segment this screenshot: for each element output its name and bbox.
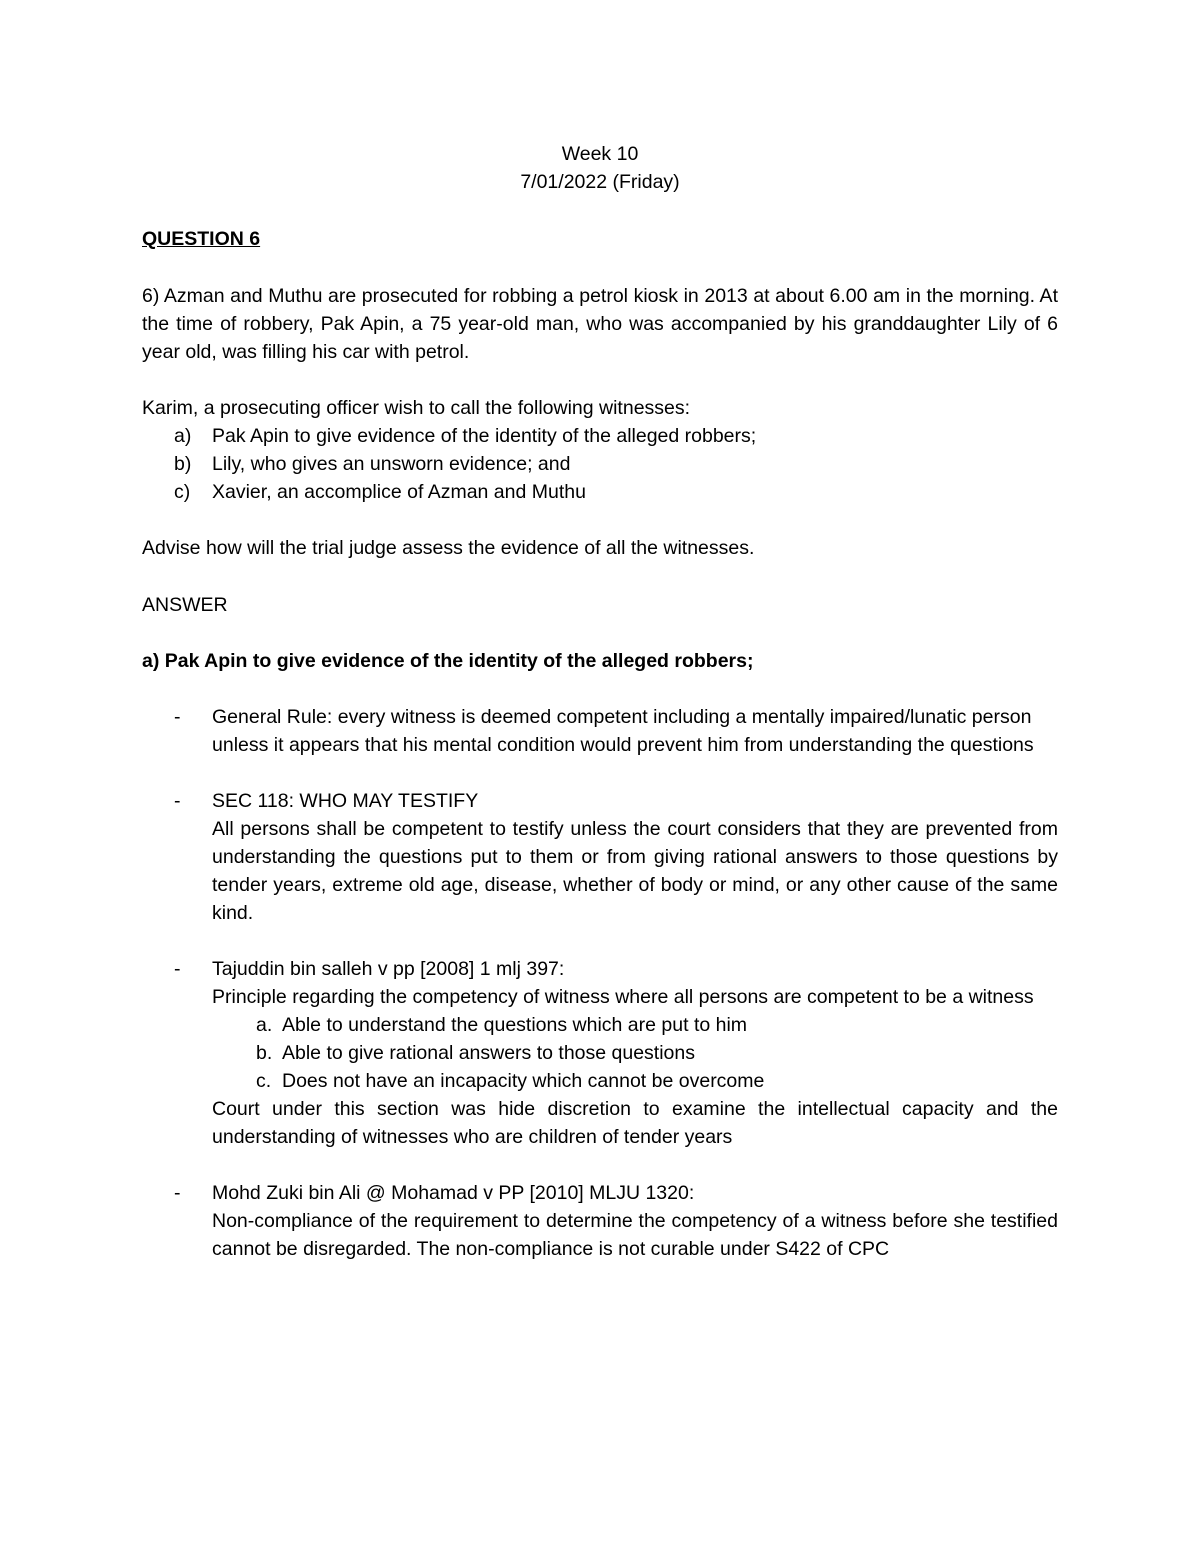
witness-intro: Karim, a prosecuting officer wish to call the following witnesses: — [142, 397, 691, 419]
bullet-text: General Rule: every witness is deemed competent including a mentally impaired/lunatic person unless it appears that his mental condition would prevent him from understanding the questions — [212, 706, 1034, 756]
bullet-tajuddin-case — [142, 955, 1058, 1011]
answer-section-heading: a) Pak Apin to give evidence of the identity of the alleged robbers; — [142, 650, 754, 672]
bullet-mohd-zuki-case — [142, 1179, 1058, 1263]
document-page — [142, 140, 1058, 1263]
list-item-text: Does not have an incapacity which cannot be overcome — [282, 1070, 765, 1092]
bullet-dash: - — [174, 790, 181, 812]
bullet-dash: - — [174, 958, 181, 980]
date-line: 7/01/2022 (Friday) — [520, 171, 680, 193]
list-item — [142, 1067, 1058, 1095]
bullet-title: Tajuddin bin salleh v pp [2008] 1 mlj 397: — [212, 958, 565, 980]
list-item-text: Able to understand the questions which are put to him — [282, 1014, 748, 1036]
week-title: Week 10 — [561, 143, 639, 165]
bullet-general-rule — [142, 703, 1058, 759]
witness-list — [142, 422, 1058, 506]
bullet-title: Mohd Zuki bin Ali @ Mohamad v PP [2010] MLJU 1320: — [212, 1182, 695, 1204]
bullet-sec-118 — [142, 787, 1058, 927]
list-marker: a) — [174, 425, 192, 447]
list-marker: a. — [256, 1014, 273, 1036]
list-item — [142, 1011, 1058, 1039]
question-text: 6) Azman and Muthu are prosecuted for robbing a petrol kiosk in 2013 at about 6.00 am in the morning. At the time of robbery, Pak Apin, a 75 year-old man, who was accompanied by his granddaughter Lily of 6 year old, was filling his car with petrol. — [142, 285, 1058, 363]
list-marker: c. — [256, 1070, 272, 1092]
bullet-body: All persons shall be competent to testify unless the court considers that they are prevented from understanding the questions put to them or from giving rational answers to those questions by tender years, extreme old age, disease, whether of body or mind, or any other cause of the same kind. — [212, 818, 1058, 924]
bullet-dash: - — [174, 1182, 181, 1204]
bullet-continuation — [142, 1095, 1058, 1151]
list-item — [142, 478, 1058, 506]
list-item — [142, 422, 1058, 450]
list-item — [142, 1039, 1058, 1067]
list-item-text: Pak Apin to give evidence of the identity of the alleged robbers; — [212, 425, 757, 447]
task-text: Advise how will the trial judge assess the evidence of all the witnesses. — [142, 537, 755, 559]
list-marker: b) — [174, 453, 192, 475]
bullet-title: SEC 118: WHO MAY TESTIFY — [212, 790, 479, 812]
list-item-text: Lily, who gives an unsworn evidence; and — [212, 453, 571, 475]
list-item-text: Able to give rational answers to those questions — [282, 1042, 695, 1064]
question-heading: QUESTION 6 — [142, 228, 261, 250]
bullet-body: Principle regarding the competency of witness where all persons are competent to be a witness — [212, 986, 1034, 1008]
answer-label: ANSWER — [142, 594, 228, 616]
list-marker: b. — [256, 1042, 273, 1064]
list-marker: c) — [174, 481, 191, 503]
list-item-text: Xavier, an accomplice of Azman and Muthu — [212, 481, 586, 503]
bullet-body: Non-compliance of the requirement to determine the competency of a witness before she testified cannot be disregarded. The non-compliance is not curable under S422 of CPC — [212, 1210, 1058, 1260]
list-item — [142, 450, 1058, 478]
bullet-after-text: Court under this section was hide discretion to examine the intellectual capacity and the understanding of witnesses who are children of tender years — [212, 1098, 1058, 1148]
bullet-dash: - — [174, 706, 181, 728]
